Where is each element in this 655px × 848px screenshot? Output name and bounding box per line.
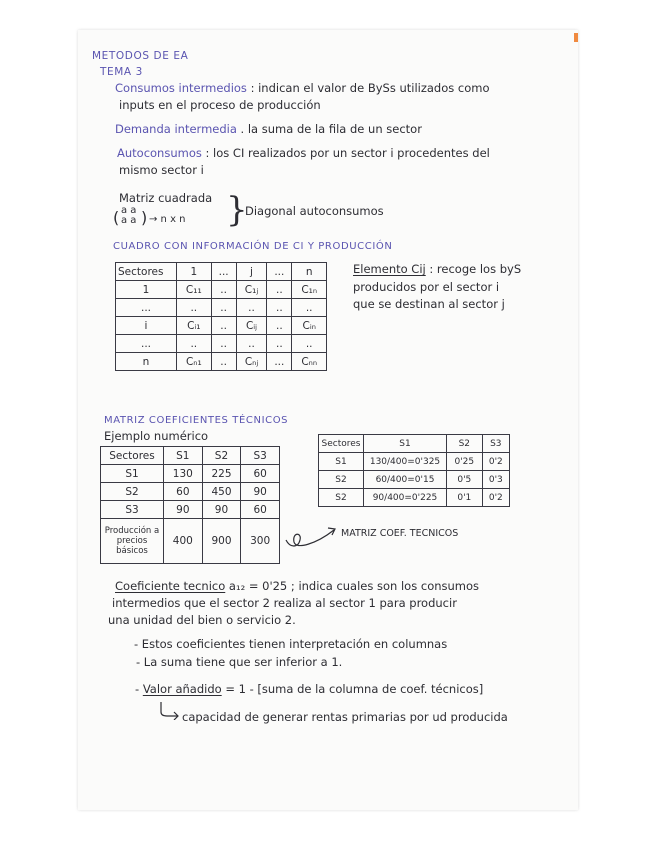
matriz-paren-open: ( [113, 208, 120, 227]
matriz-coef-label: MATRIZ COEF. TECNICOS [341, 528, 459, 539]
cuadro-header-cell: j [236, 263, 267, 281]
coef-header-cell: Sectores [319, 435, 364, 453]
table-cell: Cₙⱼ [236, 353, 267, 371]
table-cell: .. [236, 299, 267, 317]
table-cell: 90 [241, 483, 280, 501]
consumos-def-cont: inputs en el proceso de producción [119, 98, 321, 112]
coef-header-cell: S1 [364, 435, 447, 453]
table-cell: Cᵢ₁ [177, 317, 212, 335]
table-cell: 450 [202, 483, 241, 501]
coef-header-cell: S2 [447, 435, 483, 453]
table-cell: S3 [101, 501, 164, 519]
coeficiente-formula: a₁₂ = 0'25 ; [228, 579, 295, 593]
table-cell: 0'5 [447, 471, 483, 489]
coeficiente-def-cont-2: una unidad del bien o servicio 2. [108, 613, 296, 627]
table-row [101, 483, 280, 501]
valor-anadido: - Valor añadido = 1 - [suma de la columna de coef. técnicos] [135, 682, 484, 696]
elemento-cij [353, 263, 521, 276]
coeficiente-tecnico [115, 580, 479, 593]
valor-def: = 1 - [suma de la columna de coef. técnicos] [225, 682, 484, 696]
table-cell: n [116, 353, 177, 371]
table-cell: S2 [319, 471, 364, 489]
valor-note: capacidad de generar rentas primarias por ud producida [182, 710, 508, 724]
table-cell: .. [267, 299, 292, 317]
table-cell: Cᵢₙ [292, 317, 327, 335]
table-cell: 0'1 [447, 489, 483, 507]
elemento-def-cont-2: que se destinan al sector j [353, 297, 505, 311]
ejemplo-label: Ejemplo numérico [104, 429, 209, 443]
coeficiente-bullet-1: - Estos coeficientes tienen interpretación en columnas [134, 637, 448, 651]
table-cell: 130/400=0'325 [364, 453, 447, 471]
auto-def: : los CI realizados por un sector i procedentes del [205, 146, 490, 160]
table-row [101, 465, 280, 483]
table-cell: 90/400=0'225 [364, 489, 447, 507]
coef-header-cell: S3 [482, 435, 509, 453]
coef-header-row [319, 435, 510, 453]
table-cell: ... [267, 353, 292, 371]
table-cell: 130 [164, 465, 203, 483]
table-cell: .. [211, 317, 236, 335]
coeficiente-bullet-2: - La suma tiene que ser inferior a 1. [136, 655, 343, 669]
table-cell: S2 [101, 483, 164, 501]
cuadro-header-cell: Sectores [116, 263, 177, 281]
autoconsumos [117, 147, 490, 160]
table-cell: .. [292, 335, 327, 353]
coef-table [318, 434, 510, 507]
table-row [116, 353, 327, 371]
table-cell: 60 [164, 483, 203, 501]
table-row [116, 317, 327, 335]
table-row [319, 453, 510, 471]
table-cell: Cᵢⱼ [236, 317, 267, 335]
demanda-intermedia [115, 123, 422, 136]
table-cell: 1 [116, 281, 177, 299]
table-cell: ... [116, 335, 177, 353]
elemento-def-cont-1: producidos por el sector i [353, 280, 500, 294]
matriz-formula-top: a a [121, 205, 137, 216]
cuadro-header-row [116, 263, 327, 281]
table-row [101, 501, 280, 519]
table-row [116, 299, 327, 317]
demanda-def: . la suma de la fila de un sector [240, 122, 422, 136]
table-cell: 0'3 [482, 471, 509, 489]
table-cell: .. [236, 335, 267, 353]
table-row [116, 281, 327, 299]
table-cell: 90 [164, 501, 203, 519]
table-cell: Cₙ₁ [177, 353, 212, 371]
matriz-formula-bottom: a a [121, 215, 137, 226]
page-corner-tab [574, 33, 578, 42]
matriz-note: Diagonal autoconsumos [245, 204, 384, 218]
consumos-term: Consumos intermedios [115, 81, 247, 95]
table-cell: .. [177, 335, 212, 353]
valor-term: Valor añadido [142, 682, 222, 696]
coeficiente-term: Coeficiente tecnico [115, 579, 226, 593]
elemento-term: Elemento Cij [353, 262, 426, 276]
tecnicos-title: MATRIZ COEFICIENTES TÉCNICOS [104, 415, 289, 426]
produccion-label: Producción a precios básicos [101, 519, 164, 564]
brace-icon: } [226, 190, 248, 230]
table-cell: .. [211, 281, 236, 299]
table-cell: .. [177, 299, 212, 317]
table-cell: 300 [241, 519, 280, 564]
table-cell: .. [292, 299, 327, 317]
demanda-term: Demanda intermedia [115, 122, 237, 136]
auto-def-cont: mismo sector i [119, 163, 204, 177]
table-cell: .. [211, 353, 236, 371]
table-cell: 90 [202, 501, 241, 519]
matriz-paren-close: ) [141, 208, 148, 227]
table-cell: 0'2 [482, 453, 509, 471]
table-cell: C₁ₙ [292, 281, 327, 299]
table-cell: .. [267, 317, 292, 335]
table-cell: 400 [164, 519, 203, 564]
ejemplo-header-cell: S2 [202, 447, 241, 465]
cuadro-header-cell: 1 [177, 263, 212, 281]
ejemplo-table [100, 446, 280, 564]
cuadro-title: CUADRO CON INFORMACIÓN DE CI Y PRODUCCIÓN [113, 241, 393, 252]
matriz-arrow: → n x n [149, 214, 186, 225]
table-cell: .. [211, 299, 236, 317]
table-cell: .. [267, 335, 292, 353]
page-subtitle: TEMA 3 [100, 66, 143, 78]
table-cell: .. [267, 281, 292, 299]
curved-arrow-icon [282, 514, 342, 550]
table-cell: .. [211, 335, 236, 353]
return-arrow-icon [158, 700, 182, 720]
table-cell: C₁₁ [177, 281, 212, 299]
cuadro-header-cell: ... [267, 263, 292, 281]
table-cell: 900 [202, 519, 241, 564]
page-title: METODOS DE EA [92, 50, 189, 62]
coeficiente-def: indica cuales son los consumos [298, 579, 480, 593]
ejemplo-header-cell: S3 [241, 447, 280, 465]
auto-term: Autoconsumos [117, 146, 202, 160]
cuadro-table [115, 262, 327, 371]
produccion-row [101, 519, 280, 564]
coeficiente-def-cont-1: intermedios que el sector 2 realiza al sector 1 para producir [112, 596, 457, 610]
table-row [319, 489, 510, 507]
ejemplo-header-cell: S1 [164, 447, 203, 465]
table-row [116, 335, 327, 353]
table-cell: S1 [101, 465, 164, 483]
table-cell: Cₙₙ [292, 353, 327, 371]
table-cell: i [116, 317, 177, 335]
table-cell: C₁ⱼ [236, 281, 267, 299]
table-row [319, 471, 510, 489]
cuadro-header-cell: n [292, 263, 327, 281]
table-cell: S1 [319, 453, 364, 471]
table-cell: S2 [319, 489, 364, 507]
table-cell: ... [116, 299, 177, 317]
table-cell: 0'2 [482, 489, 509, 507]
consumos-intermedios [115, 82, 490, 95]
ejemplo-header-cell: Sectores [101, 447, 164, 465]
cuadro-header-cell: ... [211, 263, 236, 281]
table-cell: 60/400=0'15 [364, 471, 447, 489]
table-cell: 60 [241, 501, 280, 519]
matriz-label: Matriz cuadrada [119, 191, 213, 205]
table-cell: 0'25 [447, 453, 483, 471]
elemento-def: : recoge los byS [429, 262, 522, 276]
table-cell: 60 [241, 465, 280, 483]
consumos-def: : indican el valor de BySs utilizados como [250, 81, 490, 95]
ejemplo-header-row [101, 447, 280, 465]
table-cell: 225 [202, 465, 241, 483]
